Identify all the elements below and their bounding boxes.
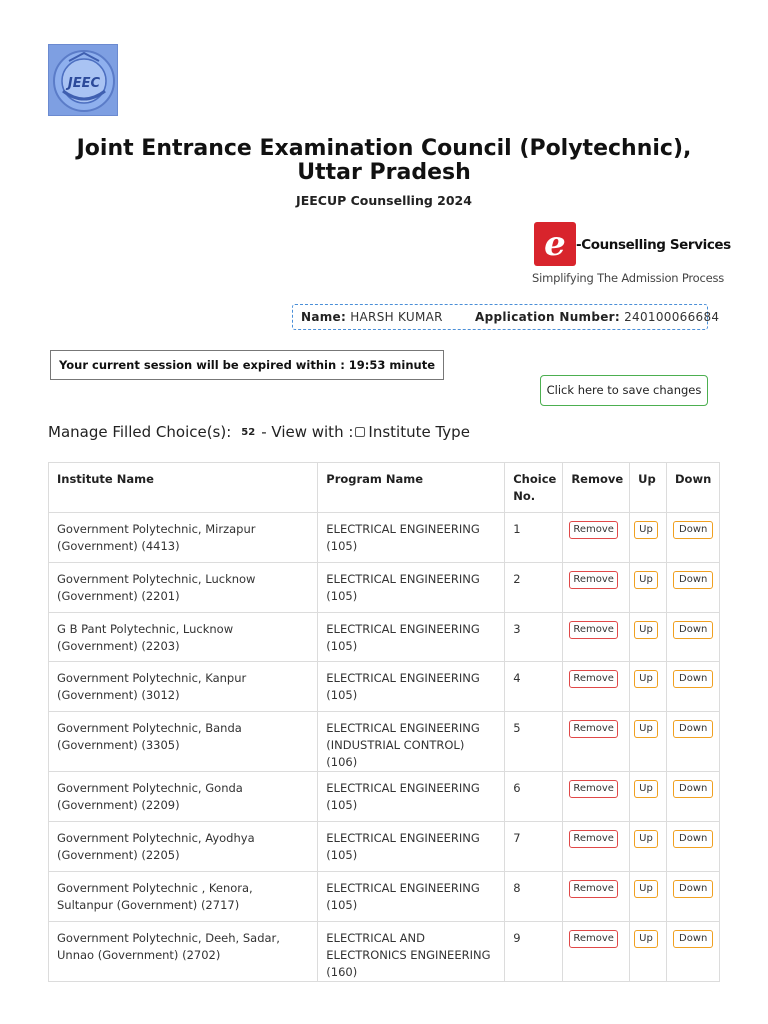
remove-cell [563,562,630,612]
page-subtitle: JEECUP Counselling 2024 [296,193,472,208]
move-down-button[interactable]: Down [673,571,713,589]
manage-choices-header [48,423,470,441]
move-up-button[interactable]: Up [634,930,658,948]
choice-no-cell: 9 [505,921,563,981]
page-title: Joint Entrance Examination Council (Polytechnic), Uttar Pradesh [76,136,692,185]
choice-no-cell: 8 [505,871,563,921]
program-name-cell: ELECTRICAL ENGINEERING (INDUSTRIAL CONTROL) (106) [318,712,505,772]
down-cell [667,662,720,712]
table-row [49,612,720,662]
institute-name-cell: Government Polytechnic , Kenora, Sultanpur (Government) (2717) [49,871,318,921]
institute-name-cell: G B Pant Polytechnic, Lucknow (Government) (2203) [49,612,318,662]
move-up-button[interactable]: Up [634,830,658,848]
table-row [49,562,720,612]
remove-cell [563,921,630,981]
session-timer: Your current session will be expired within : 19:53 minute [50,350,444,380]
choice-no-cell: 1 [505,513,563,563]
up-cell [630,513,667,563]
move-down-button[interactable]: Down [673,670,713,688]
table-row [49,871,720,921]
e-counselling-tagline: Simplifying The Admission Process [532,271,725,285]
institute-name-cell: Government Polytechnic, Lucknow (Government) (2201) [49,562,318,612]
remove-cell [563,772,630,822]
move-up-button[interactable]: Up [634,880,658,898]
table-row [49,712,720,772]
move-down-button[interactable]: Down [673,621,713,639]
table-header-row [49,463,720,513]
up-cell [630,562,667,612]
up-cell [630,871,667,921]
choice-no-cell: 4 [505,662,563,712]
institute-name-cell: Government Polytechnic, Ayodhya (Government) (2205) [49,821,318,871]
e-counselling-logo [532,222,732,292]
remove-button[interactable]: Remove [569,830,618,848]
remove-button[interactable]: Remove [569,880,618,898]
program-name-cell: ELECTRICAL ENGINEERING (105) [318,871,505,921]
remove-cell [563,662,630,712]
move-down-button[interactable]: Down [673,780,713,798]
choice-no-cell: 3 [505,612,563,662]
institute-name-cell: Government Polytechnic, Gonda (Government) (2209) [49,772,318,822]
program-name-cell: ELECTRICAL ENGINEERING (105) [318,513,505,563]
manage-label: Manage Filled Choice(s): [48,423,232,441]
move-down-button[interactable]: Down [673,720,713,738]
up-cell [630,712,667,772]
down-cell [667,821,720,871]
down-cell [667,513,720,563]
up-cell [630,662,667,712]
move-up-button[interactable]: Up [634,521,658,539]
e-counselling-title: -Counselling Services [576,237,731,253]
program-name-cell: ELECTRICAL AND ELECTRONICS ENGINEERING (160) [318,921,505,981]
program-name-cell: ELECTRICAL ENGINEERING (105) [318,821,505,871]
remove-button[interactable]: Remove [569,621,618,639]
move-up-button[interactable]: Up [634,571,658,589]
save-changes-button[interactable]: Click here to save changes [540,375,708,406]
institute-type-checkbox[interactable] [355,427,365,437]
move-up-button[interactable]: Up [634,621,658,639]
candidate-name: HARSH KUMAR [350,310,443,324]
remove-cell [563,712,630,772]
institute-type-label[interactable]: Institute Type [368,423,470,441]
header-choice-no: Choice No. [505,463,563,513]
down-cell [667,612,720,662]
logo-text: JEEC [67,76,101,91]
institute-name-cell: Government Polytechnic, Deeh, Sadar, Unnao (Government) (2702) [49,921,318,981]
move-down-button[interactable]: Down [673,830,713,848]
program-name-cell: ELECTRICAL ENGINEERING (105) [318,662,505,712]
institute-name-cell: Government Polytechnic, Kanpur (Government) (3012) [49,662,318,712]
table-row [49,513,720,563]
down-cell [667,871,720,921]
remove-button[interactable]: Remove [569,930,618,948]
header-up: Up [630,463,667,513]
program-name-cell: ELECTRICAL ENGINEERING (105) [318,612,505,662]
up-cell [630,821,667,871]
choice-no-cell: 5 [505,712,563,772]
remove-button[interactable]: Remove [569,720,618,738]
remove-button[interactable]: Remove [569,780,618,798]
move-down-button[interactable]: Down [673,930,713,948]
program-name-cell: ELECTRICAL ENGINEERING (105) [318,772,505,822]
candidate-info [292,304,720,330]
remove-button[interactable]: Remove [569,670,618,688]
application-number: 240100066684 [624,310,720,324]
table-row [49,821,720,871]
move-down-button[interactable]: Down [673,880,713,898]
table-row [49,662,720,712]
down-cell [667,921,720,981]
jeec-logo [48,44,118,116]
remove-button[interactable]: Remove [569,571,618,589]
header-program-name: Program Name [318,463,505,513]
move-up-button[interactable]: Up [634,780,658,798]
name-label: Name: [301,310,347,324]
program-name-cell: ELECTRICAL ENGINEERING (105) [318,562,505,612]
remove-cell [563,612,630,662]
move-up-button[interactable]: Up [634,670,658,688]
institute-name-cell: Government Polytechnic, Mirzapur (Government) (4413) [49,513,318,563]
choice-no-cell: 6 [505,772,563,822]
filled-choices-table [48,462,720,982]
header-institute-name: Institute Name [49,463,318,513]
move-down-button[interactable]: Down [673,521,713,539]
down-cell [667,772,720,822]
down-cell [667,562,720,612]
remove-cell [563,821,630,871]
remove-button[interactable]: Remove [569,521,618,539]
application-number-label: Application Number: [475,310,620,324]
up-cell [630,612,667,662]
table-row [49,772,720,822]
view-with-label: - View with : [261,423,354,441]
choice-no-cell: 2 [505,562,563,612]
up-cell [630,921,667,981]
up-cell [630,772,667,822]
jeec-emblem-icon [49,45,118,116]
move-up-button[interactable]: Up [634,720,658,738]
remove-cell [563,513,630,563]
table-row [49,921,720,981]
choice-no-cell: 7 [505,821,563,871]
choice-count: 52 [241,427,256,438]
e-counselling-mark-icon: e [534,222,576,266]
down-cell [667,712,720,772]
institute-name-cell: Government Polytechnic, Banda (Government) (3305) [49,712,318,772]
header-down: Down [667,463,720,513]
header-remove: Remove [563,463,630,513]
remove-cell [563,871,630,921]
